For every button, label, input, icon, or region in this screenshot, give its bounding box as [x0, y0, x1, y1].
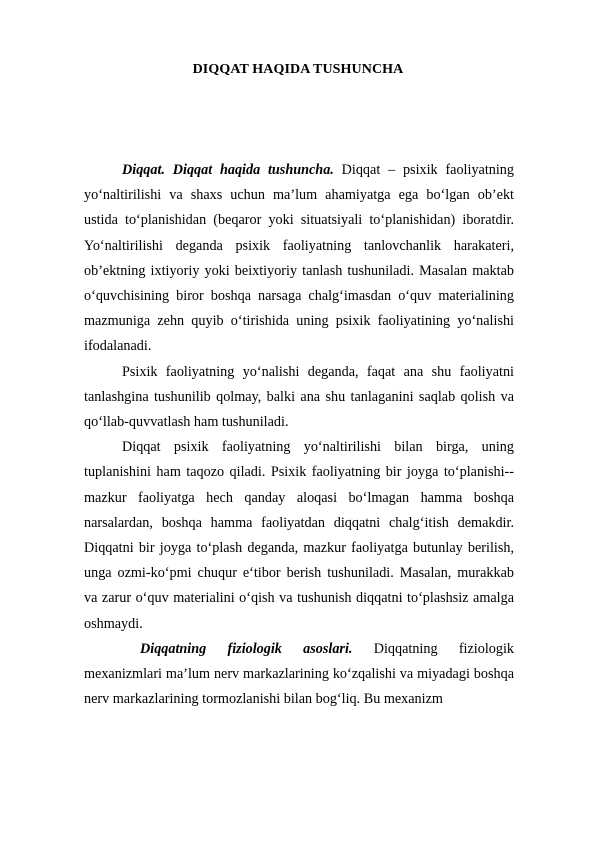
- paragraph-text: Diqqat psixik faoliyatning yo‘naltirilishi bilan birga, uning tuplanishini ham taqozo qiladi. Psixik faoliyatning bir joyga to‘planishi--mazkur faoliyatga hech qanday aloqasi bo‘lmagan hamma boshqa narsalardan, boshqa hamma faoliyatdan diqqatni chalg‘itish demakdir. Diqqatni bir joyga to‘plash deganda, mazkur faoliyatga butunlay berilish, unga ozmi-ko‘pmi chuqur e‘tibor berish tushuniladi. Masalan, murakkab va zarur o‘quv materialini o‘qish va tushunish diqqatni to‘plashsiz amalga oshmaydi.: [84, 439, 514, 632]
- paragraph-text: Diqqatning fiziologik mexanizmlari ma’lum nerv markazlarining ko‘zqalishi va miyadagi boshqa nerv markazlarining tormozlanishi bilan bog‘liq. Bu mexanizm: [84, 640, 514, 708]
- document-body: [84, 158, 514, 712]
- paragraph-1: [84, 158, 514, 360]
- page-title: DIQQAT HAQIDA TUSHUNCHA: [192, 62, 404, 77]
- paragraph-3: [84, 435, 514, 637]
- paragraph-2: [84, 360, 514, 436]
- paragraph-text: Diqqat – psixik faoliyatning yo‘naltirilishi va shaxs uchun ma’lum ahamiyatga ega bo‘lgan ob’ekt ustida to‘planishidan (beqaror yoki situatsiyali to‘planishidan) iboratdir. Yo‘naltirilishi deganda psixik faoliyatning tanlovchanlik harakateri, ob’ektning ixtiyoriy yoki beixtiyoriy tanlash tushuniladi. Masalan maktab o‘quvchisining biror boshqa narsaga chalg‘imasdan o‘quv materialining mazmuniga zehn quyib o‘tirishida uning psixik faoliyatining yo‘nalishi ifodalanadi.: [84, 162, 514, 355]
- section-heading-fiziologik: Diqqatning fiziologik asoslari.: [140, 640, 353, 657]
- section-heading-diqqat: Diqqat. Diqqat haqida tushuncha.: [122, 162, 334, 178]
- paragraph-4: [84, 637, 514, 713]
- paragraph-text: Psixik faoliyatning yo‘nalishi deganda, faqat ana shu faoliyatni tanlashgina tushunilib qolmay, balki ana shu tanlaganini saqlab qolish va qo‘llab-quvvatlash ham tushuniladi.: [84, 363, 514, 431]
